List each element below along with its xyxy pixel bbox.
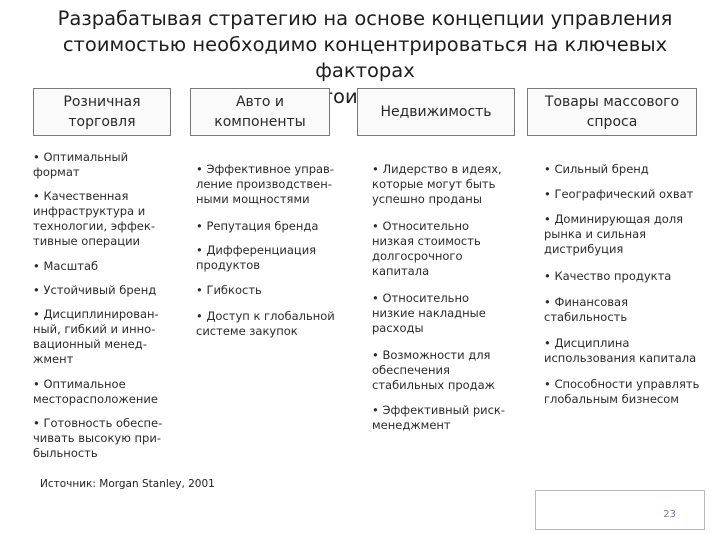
item-line: долгосрочного — [372, 249, 463, 263]
item-line: расходы — [372, 321, 424, 335]
list-item — [372, 162, 522, 207]
header-consumer-goods — [527, 88, 697, 136]
item-line: • Лидерство в идеях, — [372, 162, 502, 176]
item-line: ными мощностями — [196, 192, 310, 206]
header-auto-line-1: Авто и — [235, 94, 285, 110]
header-consumer-line-2: спроса — [586, 114, 638, 130]
list-item — [544, 162, 714, 177]
item-line: • Возможности для — [372, 348, 491, 362]
item-line: вационный менед- — [33, 337, 147, 351]
item-line: • Способности управлять — [544, 377, 700, 391]
item-line: глобальным бизнесом — [544, 392, 679, 406]
item-line: • Эффективное управ- — [196, 162, 334, 176]
header-retail — [33, 88, 171, 136]
list-item — [372, 219, 522, 279]
list-item — [196, 309, 346, 339]
item-line: которые могут быть — [372, 177, 496, 191]
list-item — [372, 403, 522, 433]
list-item — [33, 377, 183, 407]
item-line: ление производствен- — [196, 177, 332, 191]
list-item — [33, 416, 183, 461]
title-line-2: стоимостью необходимо концентрироваться на ключевых факторах — [62, 33, 668, 82]
list-item — [372, 348, 522, 393]
item-line: • Относительно — [372, 291, 469, 305]
item-line: • Качественная — [33, 189, 129, 203]
item-line: жмент — [33, 352, 74, 366]
item-line: дистрибуция — [544, 242, 624, 256]
header-auto-line-2: компоненты — [214, 114, 306, 130]
list-item — [544, 269, 714, 284]
item-line: инфраструктура и — [33, 204, 146, 218]
column-auto — [196, 162, 346, 339]
list-item — [544, 187, 714, 202]
list-item — [372, 291, 522, 336]
item-line: низкие накладные — [372, 306, 486, 320]
item-line: рынка и сильная — [544, 227, 647, 241]
source-note: Источник: Morgan Stanley, 2001 — [40, 478, 215, 490]
item-line: продуктов — [196, 258, 261, 272]
item-line: • Финансовая — [544, 295, 628, 309]
item-line: • Готовность обеспе- — [33, 416, 163, 430]
item-line: • Дифференциация — [196, 243, 317, 257]
page-number: 23 — [663, 509, 676, 520]
item-line: • Относительно — [372, 219, 469, 233]
list-item — [33, 283, 183, 298]
item-line: технологии, эффек- — [33, 219, 155, 233]
item-line: • Эффективный риск- — [372, 403, 506, 417]
column-realestate — [372, 162, 522, 433]
item-line: • Дисциплина — [544, 336, 630, 350]
item-line: ный, гибкий и инно- — [33, 322, 156, 336]
header-retail-line-2: торговля — [68, 114, 136, 130]
item-line: месторасположение — [33, 392, 158, 406]
item-line: • Доступ к глобальной — [196, 309, 335, 323]
list-item — [33, 189, 183, 249]
page-number-frame — [535, 490, 705, 530]
header-retail-line-1: Розничная — [63, 94, 141, 110]
list-item — [196, 243, 346, 273]
header-realestate — [357, 88, 515, 136]
list-item — [196, 283, 346, 298]
list-item — [196, 219, 346, 234]
list-item — [544, 295, 714, 325]
header-consumer-line-1: Товары массового — [544, 94, 680, 110]
item-line: тивные операции — [33, 234, 141, 248]
item-line: чивать высокую при- — [33, 431, 161, 445]
item-line: формат — [33, 165, 80, 179]
list-item — [33, 307, 183, 367]
header-realestate-line-1: Недвижимость — [380, 104, 492, 120]
list-item — [33, 150, 183, 180]
item-line: обеспечения — [372, 363, 450, 377]
column-retail — [33, 150, 183, 461]
item-line: • Оптимальный — [33, 150, 129, 164]
item-line: стабильность — [544, 310, 628, 324]
list-item — [544, 377, 714, 407]
list-item — [544, 212, 714, 257]
item-line: • Оптимальное — [33, 377, 126, 391]
item-line: • Качество продукта — [544, 269, 672, 283]
column-consumer-goods — [544, 162, 714, 407]
item-line: стабильных продаж — [372, 378, 496, 392]
item-line: успешно проданы — [372, 192, 482, 206]
item-line: • Географический охват — [544, 187, 694, 201]
item-line: • Масштаб — [33, 259, 99, 273]
header-auto — [190, 88, 330, 136]
item-line: системе закупок — [196, 324, 298, 338]
item-line: • Дисциплинирован- — [33, 307, 159, 321]
item-line: низкая стоимость — [372, 234, 481, 248]
title-line-1: Разрабатывая стратегию на основе концепции управления — [57, 7, 673, 30]
item-line: • Сильный бренд — [544, 162, 649, 176]
item-line: быльность — [33, 446, 98, 460]
item-line: • Репутация бренда — [196, 219, 319, 233]
list-item — [196, 162, 346, 207]
item-line: менеджмент — [372, 418, 451, 432]
item-line: • Доминирующая доля — [544, 212, 684, 226]
item-line: • Гибкость — [196, 283, 262, 297]
item-line: • Устойчивый бренд — [33, 283, 157, 297]
list-item — [544, 336, 714, 366]
item-line: использования капитала — [544, 351, 697, 365]
item-line: капитала — [372, 264, 430, 278]
list-item — [33, 259, 183, 274]
